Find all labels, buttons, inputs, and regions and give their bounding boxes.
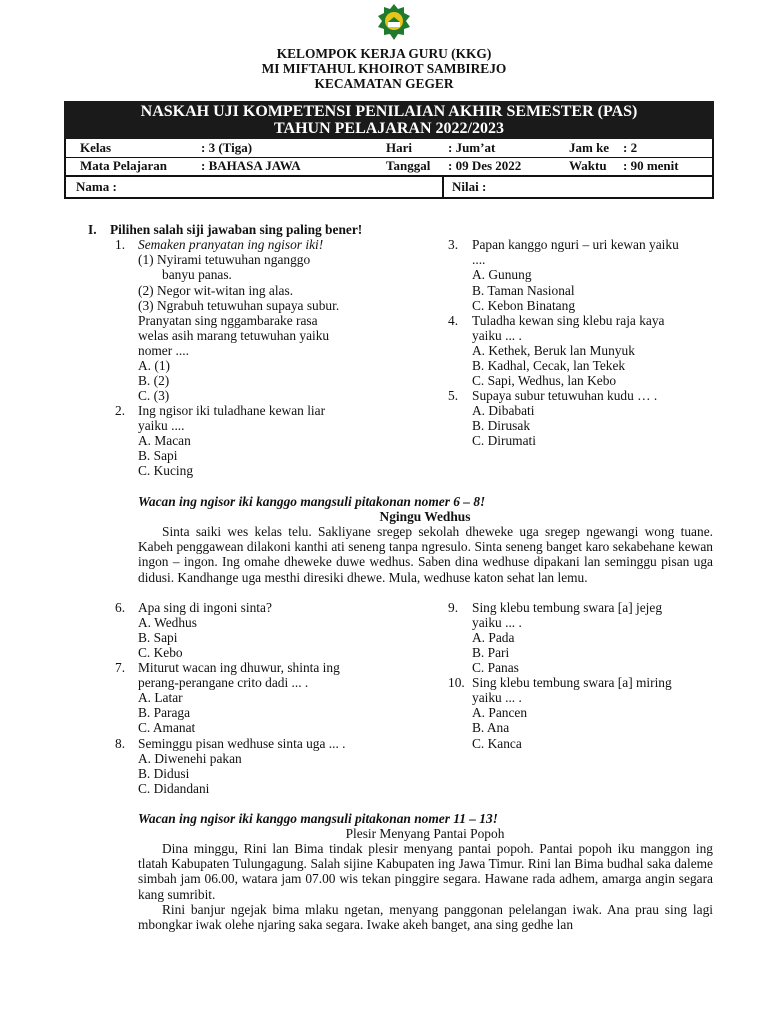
q1-number: 1. — [115, 237, 126, 252]
q3-option-a: A. Gunung — [472, 267, 532, 282]
mapel-label: Mata Pelajaran — [80, 158, 168, 173]
q1-prompt-2: welas asih marang tetuwuhan yaiku — [138, 328, 330, 343]
q9-line-1: Sing klebu tembung swara [a] jejeg — [472, 600, 663, 615]
header-line-2: MI MIFTAHUL KHOIROT SAMBIREJO — [261, 61, 507, 76]
q2-option-b: B. Sapi — [138, 448, 178, 463]
section-heading: Pilihen salah siji jawaban sing paling bener! — [110, 222, 363, 237]
nilai-label: Nilai : — [452, 179, 487, 194]
exam-info-table — [64, 139, 714, 177]
jam-label: Jam ke — [569, 140, 610, 155]
q8-number: 8. — [115, 736, 126, 751]
q6-option-c: C. Kebo — [138, 645, 183, 660]
q1-statement-2: (2) Negor wit-witan ing alas. — [138, 283, 294, 298]
reading2-paragraph-2: Rini banjur ngejak bima mlaku ngetan, menyang panggonan pelelangan iwak. Ana prau sing lagi mbongkar iwak olehe njaring saka segara. Iwake akeh banget, ana sing gedhe lan — [138, 901, 713, 933]
kelas-value: : 3 (Tiga) — [201, 140, 253, 155]
q1-statement-1a: (1) Nyirami tetuwuhan nganggo — [138, 252, 311, 267]
mapel-value: : BAHASA JAWA — [201, 158, 301, 173]
name-score-row — [64, 177, 714, 199]
q3-option-c: C. Kebon Binatang — [472, 298, 576, 313]
tanggal-label: Tanggal — [386, 158, 431, 173]
q7-option-a: A. Latar — [138, 690, 183, 705]
reading2-body — [138, 841, 713, 932]
q8-option-c: C. Didandani — [138, 781, 210, 796]
q7-option-b: B. Paraga — [138, 705, 191, 720]
q9-line-2: yaiku ... . — [472, 615, 522, 630]
reading1-title: Ngingu Wedhus — [379, 509, 471, 524]
q7-line-2: perang-perangane crito dadi ... . — [138, 675, 309, 690]
q5-option-b: B. Dirusak — [472, 418, 531, 433]
q2-line-1: Ing ngisor iki tuladhane kewan liar — [138, 403, 326, 418]
q10-line-1: Sing klebu tembung swara [a] miring — [472, 675, 672, 690]
q3-option-b: B. Taman Nasional — [472, 283, 575, 298]
q4-line-1: Tuladha kewan sing klebu raja kaya — [472, 313, 665, 328]
kemenag-logo — [377, 3, 411, 41]
q5-number: 5. — [448, 388, 459, 403]
reading2-paragraph-1: Dina minggu, Rini lan Bima tindak plesir menyang pantai popoh. Pantai popoh iku manggon ing tlatah Kabupaten Tulungagung. Salah sijine Kabupaten ing Jawa Timur. Rini lan Bima budhal saka daleme simbah jam 06.00, watara jam 07.00 wis tekan pinggire segara. Hawane rada adhem, amarga angin segara kang sumribit. — [138, 841, 713, 902]
q3-line-1: Papan kanggo nguri – uri kewan yaiku — [472, 237, 679, 252]
reading1-body — [138, 524, 713, 585]
q10-line-2: yaiku ... . — [472, 690, 522, 705]
jam-value: : 2 — [623, 140, 638, 155]
reading2-instruction: Wacan ing ngisor iki kanggo mangsuli pitakonan nomer 11 – 13! — [138, 811, 498, 826]
q9-option-a: A. Pada — [472, 630, 515, 645]
q8-option-b: B. Didusi — [138, 766, 190, 781]
nama-label: Nama : — [76, 179, 117, 194]
q2-line-2: yaiku .... — [138, 418, 185, 433]
q10-option-b: B. Ana — [472, 720, 510, 735]
q1-text: Semaken pranyatan ing ngisor iki! — [138, 237, 324, 252]
q1-statement-1b: banyu panas. — [162, 267, 232, 282]
hari-value: : Jum’at — [448, 140, 496, 155]
q1-option-b: B. (2) — [138, 373, 170, 388]
reading2-title: Plesir Menyang Pantai Popoh — [345, 826, 505, 841]
q1-option-c: C. (3) — [138, 388, 170, 403]
q4-number: 4. — [448, 313, 459, 328]
q1-statement-3: (3) Ngrabuh tetuwuhan supaya subur. — [138, 298, 340, 313]
q4-option-c: C. Sapi, Wedhus, lan Kebo — [472, 373, 617, 388]
q7-number: 7. — [115, 660, 126, 675]
waktu-value: : 90 menit — [623, 158, 679, 173]
hari-label: Hari — [386, 140, 412, 155]
q10-option-a: A. Pancen — [472, 705, 528, 720]
q3-line-2: .... — [472, 252, 486, 267]
q1-prompt-1: Pranyatan sing nggambarake rasa — [138, 313, 318, 328]
exam-title-2: TAHUN PELAJARAN 2022/2023 — [274, 120, 504, 137]
q3-number: 3. — [448, 237, 459, 252]
q1-option-a: A. (1) — [138, 358, 170, 373]
reading1-instruction: Wacan ing ngisor iki kanggo mangsuli pitakonan nomer 6 – 8! — [138, 494, 486, 509]
q4-option-a: A. Kethek, Beruk lan Munyuk — [472, 343, 635, 358]
q5-line-1: Supaya subur tetuwuhan kudu … . — [472, 388, 658, 403]
q7-line-1: Miturut wacan ing dhuwur, shinta ing — [138, 660, 340, 675]
q4-option-b: B. Kadhal, Cecak, lan Tekek — [472, 358, 626, 373]
header-line-3: KECAMATAN GEGER — [314, 76, 454, 91]
q9-option-b: B. Pari — [472, 645, 510, 660]
q7-option-c: C. Amanat — [138, 720, 196, 735]
q9-number: 9. — [448, 600, 459, 615]
header-line-1: KELOMPOK KERJA GURU (KKG) — [276, 46, 492, 61]
q10-option-c: C. Kanca — [472, 736, 522, 751]
q8-option-a: A. Diwenehi pakan — [138, 751, 242, 766]
q6-line-1: Apa sing di ingoni sinta? — [138, 600, 272, 615]
exam-title-band — [64, 101, 714, 139]
q6-number: 6. — [115, 600, 126, 615]
waktu-label: Waktu — [569, 158, 607, 173]
kelas-label: Kelas — [80, 140, 112, 155]
q8-line-1: Seminggu pisan wedhuse sinta uga ... . — [138, 736, 346, 751]
exam-title-1: NASKAH UJI KOMPETENSI PENILAIAN AKHIR SEMESTER (PAS) — [140, 103, 638, 120]
q5-option-c: C. Dirumati — [472, 433, 536, 448]
q6-option-b: B. Sapi — [138, 630, 178, 645]
q2-option-c: C. Kucing — [138, 463, 194, 478]
q5-option-a: A. Dibabati — [472, 403, 535, 418]
q2-option-a: A. Macan — [138, 433, 191, 448]
section-number: I. — [88, 222, 97, 237]
q4-line-2: yaiku ... . — [472, 328, 522, 343]
tanggal-value: : 09 Des 2022 — [448, 158, 522, 173]
q2-number: 2. — [115, 403, 126, 418]
q1-prompt-3: nomer .... — [138, 343, 189, 358]
q6-option-a: A. Wedhus — [138, 615, 197, 630]
reading1-paragraph: Sinta saiki wes kelas telu. Sakliyane sregep sekolah dheweke uga sregep ngewangi wong tuane. Kabeh penggawean dilakoni kanthi ati seneng tanpa ngresulo. Sinta seneng banget karo sekabehane kewan ingon – ingon. Ing omahe dheweke duwe wedhus. Saben dina wedhuse dipakani lan seminggu pisan uga didusi. Kandhange uga mesthi diresiki dhewe. Mula, wedhuse katon sehat lan lemu. — [138, 524, 713, 585]
q9-option-c: C. Panas — [472, 660, 519, 675]
q10-number: 10. — [448, 675, 465, 690]
